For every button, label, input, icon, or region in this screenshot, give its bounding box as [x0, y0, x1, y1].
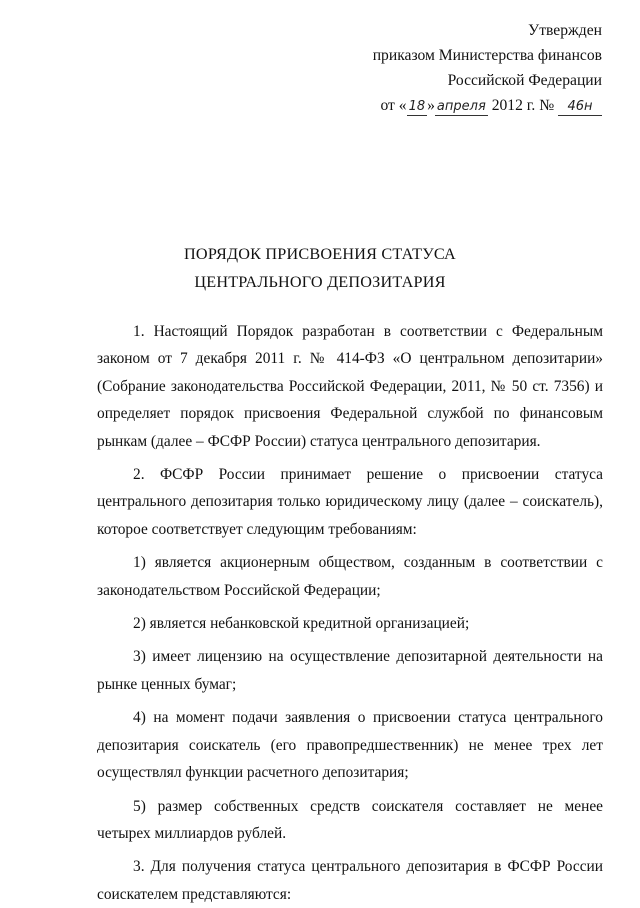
requirement-2: 2) является небанковской кредитной организацией; — [133, 615, 470, 633]
approval-order-line: приказом Министерства финансов — [372, 47, 602, 64]
title-line-1: ПОРЯДОК ПРИСВОЕНИЯ СТАТУСА — [184, 245, 456, 263]
paragraph-1: 1. Настоящий Порядок разработан в соответствии с Федеральным законом от 7 декабря 2011 г. № 414-ФЗ «О центральном депозитарии» (Собрание законодательства Российской Федерации, 2011, № 50 ст. 7356) и определяет порядок присвоения Федеральной службой по финансовым рынкам (далее – ФСФР России) статуса центрального депозитария. — [97, 323, 603, 450]
date-prefix: от « — [380, 97, 407, 114]
approval-date-line — [282, 93, 602, 118]
paragraph-2: 2. ФСФР России принимает решение о присвоении статуса центрального депозитария только юридическому лицу (далее – соискатель), которое соответствует следующим требованиям: — [97, 466, 603, 538]
handwritten-month: апреля — [436, 99, 486, 114]
requirement-3: 3) имеет лицензию на осуществление депозитарной деятельности на рынке ценных бумаг; — [97, 648, 603, 693]
handwritten-order-number: 46н — [558, 99, 602, 116]
title-line-2: ЦЕНТРАЛЬНОГО ДЕПОЗИТАРИЯ — [194, 273, 446, 291]
date-quote-close: » — [427, 97, 435, 114]
requirement-5: 5) размер собственных средств соискателя составляет не менее четырех миллиардов рублей. — [97, 797, 603, 842]
requirement-1: 1) является акционерным обществом, созданным в соответствии с законодательством Российской Федерации; — [97, 554, 603, 599]
date-year-text: 2012 г. № — [491, 97, 555, 114]
document-title — [0, 240, 640, 296]
document-body — [97, 318, 603, 908]
approval-block — [282, 18, 602, 118]
requirement-4: 4) на момент подачи заявления о присвоении статуса центрального депозитария соискатель (его правопредшественник) не менее трех лет осуществлял функции расчетного депозитария; — [97, 709, 603, 782]
handwritten-day: 18 — [408, 99, 426, 114]
approval-federation-line: Российской Федерации — [447, 72, 602, 89]
paragraph-3: 3. Для получения статуса центрального депозитария в ФСФР России соискателем представляются: — [97, 858, 603, 903]
approval-title: Утвержден — [528, 22, 602, 39]
